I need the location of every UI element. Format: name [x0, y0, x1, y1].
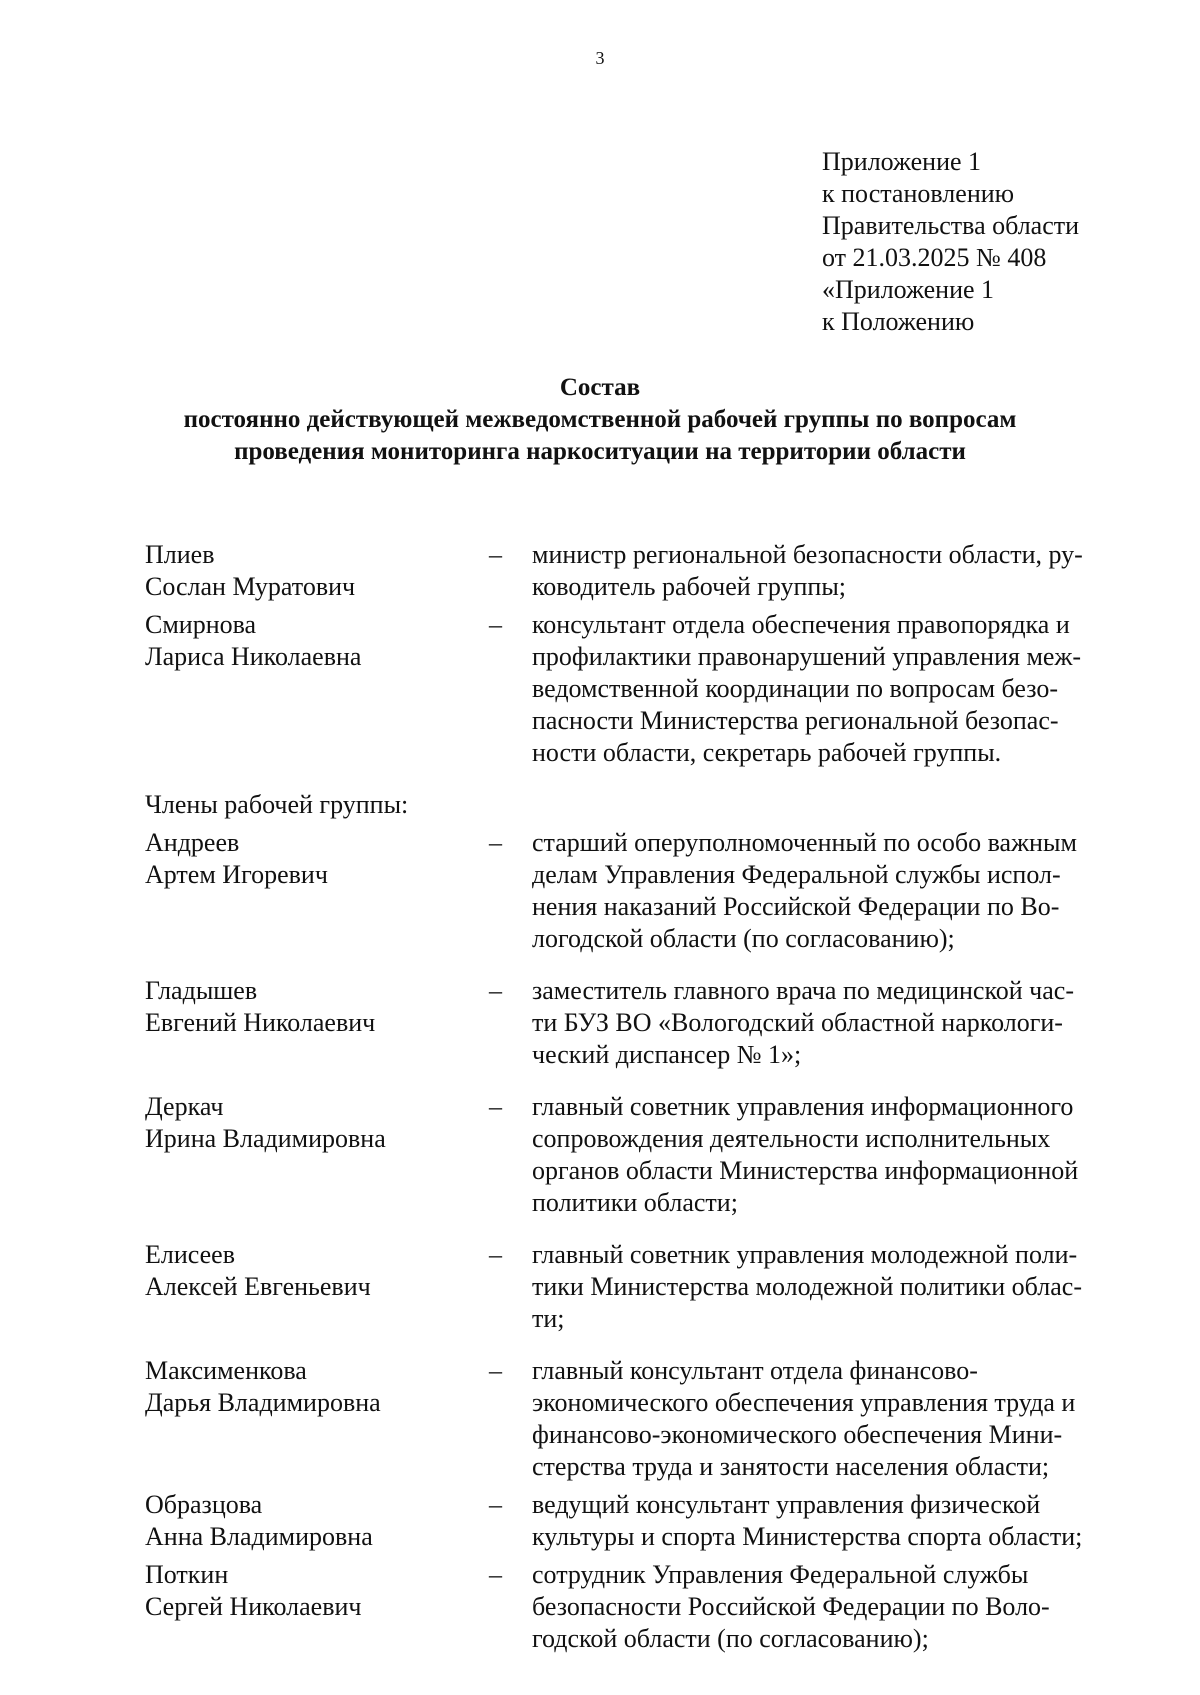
surname: Смирнова [145, 610, 257, 639]
appendix-line: к Положению [822, 307, 975, 336]
dash-separator: – [489, 1490, 502, 1519]
person-role [532, 975, 1137, 1071]
role-line: ческий диспансер № 1»; [532, 1040, 802, 1069]
person-role [532, 1091, 1137, 1219]
appendix-line: Приложение 1 [822, 147, 982, 176]
given-names: Дарья Владимировна [145, 1388, 381, 1417]
appendix-line: от 21.03.2025 № 408 [822, 243, 1047, 272]
role-line: нения наказаний Российской Федерации по Во- [532, 892, 1060, 921]
role-line: культуры и спорта Министерства спорта области; [532, 1522, 1083, 1551]
dash-separator: – [489, 610, 502, 639]
role-line: ности области, секретарь рабочей группы. [532, 738, 1002, 767]
role-line: политики области; [532, 1188, 738, 1217]
role-line: главный советник управления молодежной поли- [532, 1240, 1078, 1269]
given-names: Алексей Евгеньевич [145, 1272, 371, 1301]
given-names: Сослан Муратович [145, 572, 356, 601]
dash-separator: – [489, 540, 502, 569]
role-line: старший оперуполномоченный по особо важным [532, 828, 1077, 857]
role-line: сотрудник Управления Федеральной службы [532, 1560, 1029, 1589]
role-line: ведомственной координации по вопросам безо- [532, 674, 1059, 703]
document-title [0, 372, 1200, 468]
surname: Максименкова [145, 1356, 307, 1385]
roster-entry-member [145, 975, 1135, 1071]
role-line: консультант отдела обеспечения правопорядка и [532, 610, 1070, 639]
given-names: Анна Владимировна [145, 1522, 373, 1551]
role-line: делам Управления Федеральной службы испол- [532, 860, 1061, 889]
person-role [532, 827, 1137, 955]
surname: Деркач [145, 1092, 224, 1121]
surname: Гладышев [145, 976, 258, 1005]
person-role [532, 1355, 1137, 1483]
appendix-line: Правительства области [822, 211, 1080, 240]
surname: Андреев [145, 828, 240, 857]
person-role [532, 1239, 1137, 1335]
roster-entry-secretary [145, 609, 1135, 769]
given-names: Ирина Владимировна [145, 1124, 386, 1153]
group-roster [145, 539, 1135, 1661]
page-number: 3 [595, 48, 605, 68]
dash-separator: – [489, 828, 502, 857]
given-names: Лариса Николаевна [145, 642, 362, 671]
surname: Образцова [145, 1490, 263, 1519]
role-line: профилактики правонарушений управления меж- [532, 642, 1082, 671]
role-line: заместитель главного врача по медицинской час- [532, 976, 1074, 1005]
role-line: стерства труда и занятости населения области; [532, 1452, 1050, 1481]
given-names: Сергей Николаевич [145, 1592, 362, 1621]
person-name [145, 539, 485, 603]
dash-separator: – [489, 1356, 502, 1385]
surname: Елисеев [145, 1240, 235, 1269]
appendix-reference [822, 146, 1079, 338]
dash-separator: – [489, 1240, 502, 1269]
person-name [145, 1239, 485, 1335]
roster-entry-member [145, 1559, 1135, 1655]
surname: Плиев [145, 540, 215, 569]
person-name [145, 1559, 485, 1655]
role-line: безопасности Российской Федерации по Воло- [532, 1592, 1050, 1621]
role-line: органов области Министерства информационной [532, 1156, 1079, 1185]
title-line: проведения мониторинга наркоситуации на территории области [234, 438, 966, 465]
person-role [532, 1559, 1137, 1655]
role-line: ководитель рабочей группы; [532, 572, 847, 601]
surname: Поткин [145, 1560, 229, 1589]
roster-entry-member [145, 1239, 1135, 1335]
roster-entry-member [145, 1355, 1135, 1483]
dash-separator: – [489, 976, 502, 1005]
person-role [532, 539, 1137, 603]
role-line: ти БУЗ ВО «Вологодский областной наркологи- [532, 1008, 1063, 1037]
role-line: министр региональной безопасности области, ру- [532, 540, 1083, 569]
person-name [145, 1355, 485, 1483]
role-line: главный советник управления информационного [532, 1092, 1074, 1121]
role-line: тики Министерства молодежной политики облас- [532, 1272, 1082, 1301]
role-line: годской области (по согласованию); [532, 1624, 929, 1653]
title-line: постоянно действующей межведомственной рабочей группы по вопросам [183, 406, 1017, 433]
roster-entry-member [145, 827, 1135, 955]
appendix-line: «Приложение 1 [822, 275, 995, 304]
role-line: логодской области (по согласованию); [532, 924, 955, 953]
dash-separator: – [489, 1092, 502, 1121]
role-line: экономического обеспечения управления труда и [532, 1388, 1076, 1417]
roster-entry-member [145, 1489, 1135, 1553]
person-role [532, 609, 1137, 769]
role-line: главный консультант отдела финансово- [532, 1356, 978, 1385]
role-line: пасности Министерства региональной безопас- [532, 706, 1059, 735]
person-name [145, 827, 485, 955]
role-line: сопровождения деятельности исполнительных [532, 1124, 1051, 1153]
role-line: ведущий консультант управления физической [532, 1490, 1041, 1519]
role-line: финансово-экономического обеспечения Мини- [532, 1420, 1063, 1449]
person-role [532, 1489, 1137, 1553]
given-names: Евгений Николаевич [145, 1008, 376, 1037]
appendix-line: к постановлению [822, 179, 1015, 208]
roster-entry-leader [145, 539, 1135, 603]
roster-entry-member [145, 1091, 1135, 1219]
person-name [145, 609, 485, 769]
dash-separator: – [489, 1560, 502, 1589]
role-line: ти; [532, 1304, 565, 1333]
person-name [145, 1091, 485, 1219]
given-names: Артем Игоревич [145, 860, 328, 889]
person-name [145, 1489, 485, 1553]
person-name [145, 975, 485, 1071]
title-line: Состав [559, 374, 641, 401]
members-heading: Члены рабочей группы: [145, 790, 409, 819]
